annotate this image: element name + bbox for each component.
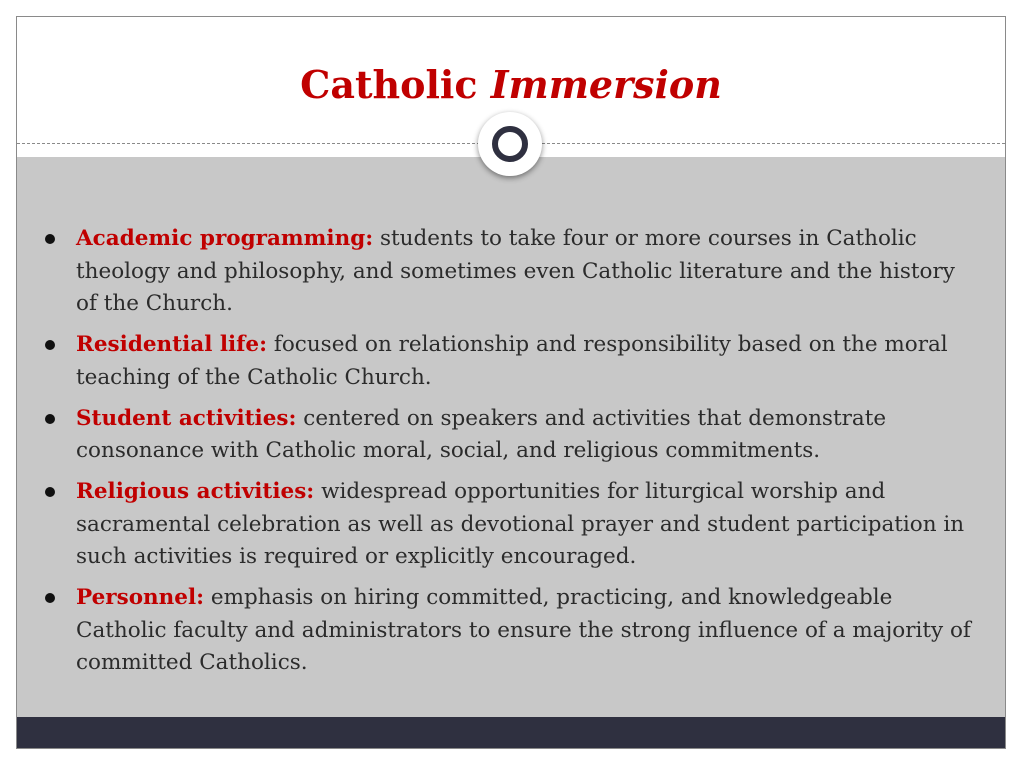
bullet-dot-icon [45,593,55,603]
bullet-text: widespread opportunities for liturgical worship and sacramental celebration as well as devotional prayer and student participation in such activities is required or explicitly encouraged. [76,478,965,570]
slide [16,16,1006,749]
bullet-term: Personnel: [76,585,205,611]
slide-title [17,61,1005,109]
bullet-item-residential-life [45,329,975,394]
title-plain: Catholic [300,62,478,107]
bullet-item-student-activities [45,403,975,468]
bullet-text: emphasis on hiring committed, practicing, and knowledgeable Catholic faculty and administrators to ensure the strong influence of a majority of committed Catholics. [76,585,971,676]
ring-inner [492,126,528,162]
bullet-term: Academic programming: [76,226,374,251]
bullet-list [45,223,975,688]
bullet-text: focused on relationship and responsibility based on the moral teaching of the Catholic Church. [76,332,948,390]
bullet-item-academic-programming [45,223,975,321]
bullet-text: students to take four or more courses in Catholic theology and philosophy, and sometimes even Catholic literature and the history of the Church. [76,226,955,317]
bullet-dot-icon [45,340,55,350]
bullet-term: Student activities: [76,405,297,431]
bullet-dot-icon [45,487,55,497]
footer-bar [17,717,1005,749]
bullet-term: Residential life: [76,332,268,358]
bullet-term: Religious activities: [76,478,315,504]
bullet-text: centered on speakers and activities that demonstrate consonance with Catholic moral, social, and religious commitments. [76,405,887,464]
title-italic: Immersion [490,62,722,107]
bullet-item-religious-activities [45,476,975,574]
bullet-dot-icon [45,414,55,424]
bullet-dot-icon [45,234,55,244]
ring-icon [478,112,542,176]
bullet-item-personnel [45,582,975,680]
